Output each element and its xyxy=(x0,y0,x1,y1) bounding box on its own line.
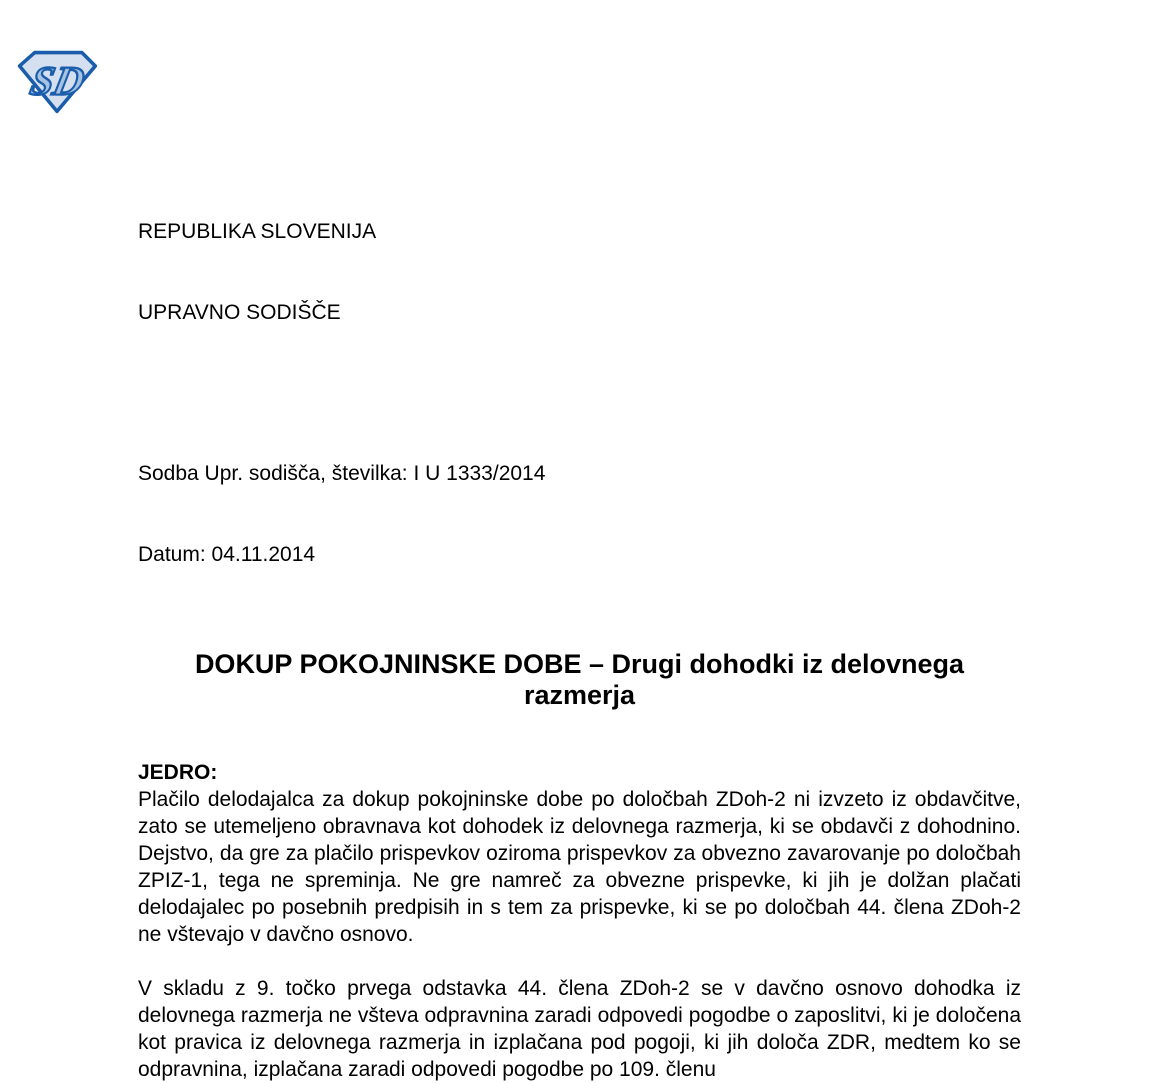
sd-diamond-emblem-icon xyxy=(16,48,98,116)
document-title-line2: razmerja xyxy=(523,680,636,710)
document-title-line1: DOKUP POKOJNINSKE DOBE – Drugi dohodki iz delovnega xyxy=(194,649,965,679)
case-number-line: Sodba Upr. sodišča, številka: I U 1333/2014 xyxy=(138,462,546,485)
jedro-section xyxy=(138,759,1021,1083)
jedro-heading: JEDRO: xyxy=(138,761,218,784)
jedro-paragraph-1: Plačilo delodajalca za dokup pokojninske dobe po določbah ZDoh-2 ni izvzeto iz obdavčitve, zato se utemeljeno obravnava kot dohodek iz delovnega razmerja, ki se obdavči z dohodnino. Dejstvo, da gre za plačilo prispevkov oziroma prispevkov za obvezno zavarovanje po določbah ZPIZ-1, tega ne spreminja. Ne gre namreč za obvezne prispevke, ki jih je dolžan plačati delodajalec po posebnih predpisih in s tem za prispevke, ki se po določbah 44. člena ZDoh-2 ne vštevajo v davčno osnovo. xyxy=(138,788,1021,946)
case-info xyxy=(138,406,1021,622)
court-name: UPRAVNO SODIŠČE xyxy=(138,301,341,324)
document-body-column xyxy=(138,164,1021,1083)
country-name: REPUBLIKA SLOVENIJA xyxy=(138,220,377,243)
document-title xyxy=(138,649,1021,711)
date-line: Datum: 04.11.2014 xyxy=(138,543,316,566)
court-header xyxy=(138,164,1021,380)
emblem-letters: SD xyxy=(26,57,89,104)
jedro-paragraph-2: V skladu z 9. točko prvega odstavka 44. člena ZDoh-2 se v davčno osnovo dohodka iz delovnega razmerja ne všteva odpravnina zaradi odpovedi pogodbe o zaposlitvi, ki je določena kot pravica iz delovnega razmerja in izplačana pod pogoji, ki jih določa ZDR, medtem ko se odpravnina, izplačana zaradi odpovedi pogodbe po 109. členu xyxy=(138,977,1021,1081)
